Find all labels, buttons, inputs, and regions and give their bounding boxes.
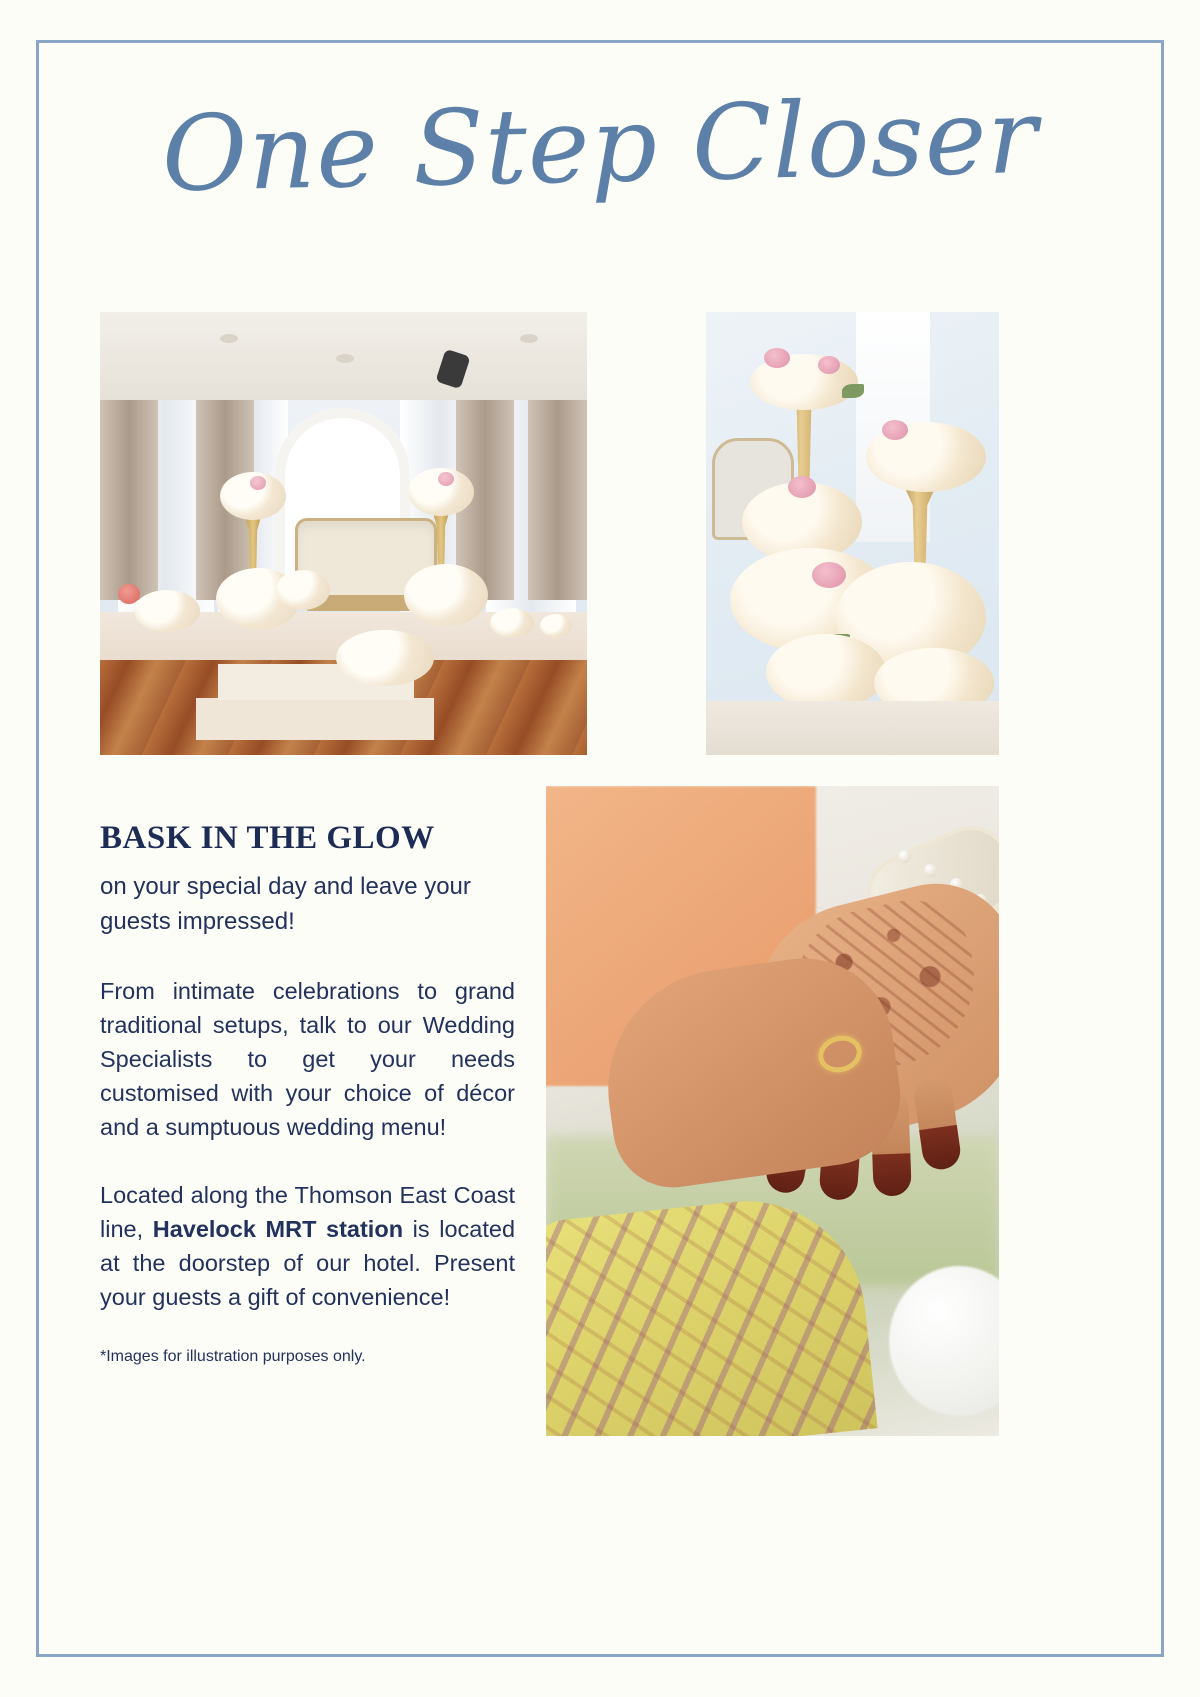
- floral-arrangement: [134, 590, 200, 632]
- paragraph-location: [100, 1178, 515, 1314]
- pearl-bead: [924, 864, 937, 877]
- henna-fingertip: [872, 1153, 911, 1196]
- pink-blossom: [812, 562, 846, 588]
- wedding-stage-photo: [100, 312, 587, 755]
- mrt-station-name: Havelock MRT station: [152, 1216, 404, 1243]
- page-title: One Step Closer: [160, 74, 1040, 216]
- floral-arrangement: [276, 570, 330, 610]
- display-table: [706, 701, 999, 755]
- lede-paragraph: on your special day and leave your guests impressed!: [100, 873, 471, 936]
- pink-blossom: [764, 348, 790, 368]
- ceiling-spotlight: [336, 354, 354, 363]
- pink-blossom: [818, 356, 840, 374]
- side-drape: [528, 400, 587, 600]
- floral-arrangement: [766, 634, 886, 710]
- location-text-after: is located at the doorstep of our hotel. Present your guests a gift of convenience!: [100, 1216, 516, 1311]
- pink-blossom: [250, 476, 266, 490]
- pink-blossom: [438, 472, 454, 486]
- foliage: [842, 384, 864, 398]
- henna-hands-ring-photo: [546, 786, 999, 1436]
- side-drape: [100, 400, 158, 600]
- ceiling-spotlight: [520, 334, 538, 343]
- stage-step-lower: [196, 698, 434, 740]
- table-floral: [540, 614, 572, 638]
- gold-saree: [546, 1189, 878, 1436]
- location-text-before: Located along the Thomson East Coast line,: [100, 1182, 515, 1243]
- paragraph-services: From intimate celebrations to grand traditional setups, talk to our Wedding Specialists to get your needs customised with your choice of décor and a sumptuous wedding menu!: [100, 977, 515, 1141]
- pink-blossom: [882, 420, 908, 440]
- pink-blossom: [788, 476, 816, 498]
- disclaimer-note: *Images for illustration purposes only.: [100, 1348, 366, 1366]
- floral-arrangement: [336, 630, 434, 686]
- section-heading: BASK IN THE GLOW: [100, 820, 435, 856]
- table-floral: [490, 608, 534, 638]
- pearl-bead: [898, 850, 911, 863]
- body-copy: [100, 820, 515, 1366]
- ceiling-spotlight: [220, 334, 238, 343]
- red-blossom: [118, 584, 140, 604]
- floral-arrangement: [404, 564, 488, 626]
- floral-urn-photo: [706, 312, 999, 755]
